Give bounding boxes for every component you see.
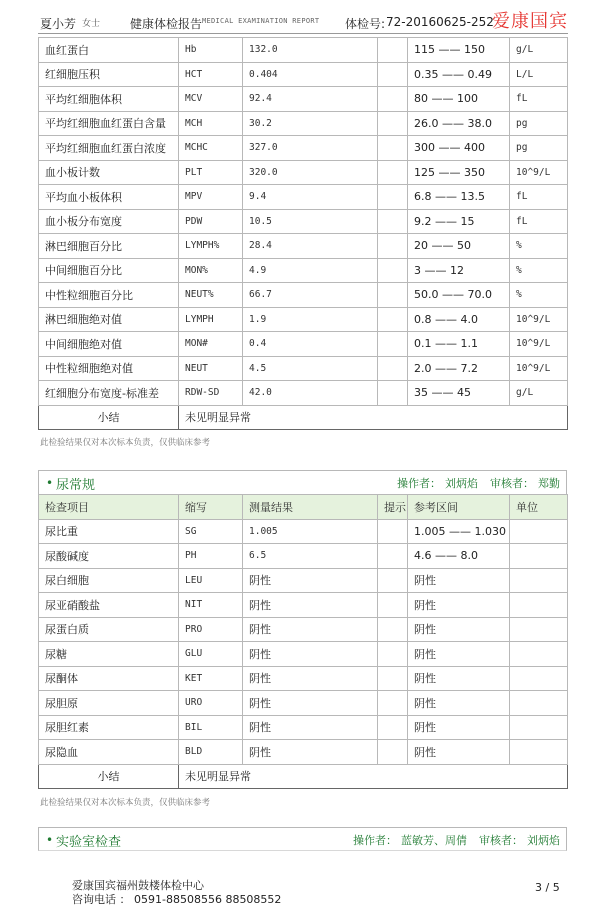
cell-item: 平均血小板体积 [39, 185, 179, 210]
reviewer-label: 审核者： [479, 834, 523, 847]
disclaimer-note: 此检验结果仅对本次标本负责，仅供临床参考 [40, 798, 211, 808]
cell-unit: % [510, 258, 568, 283]
disclaimer-note: 此检验结果仅对本次标本负责，仅供临床参考 [40, 438, 211, 448]
cell-abbr: GLU [179, 642, 243, 667]
cell-unit: pg [510, 136, 568, 161]
cell-ref: 阴性 [408, 666, 510, 691]
cell-result: 4.5 [243, 356, 378, 381]
cell-item: 血小板计数 [39, 160, 179, 185]
table-row [39, 234, 568, 259]
cell-result: 132.0 [243, 38, 378, 63]
reviewer-name: 刘炳焰 [527, 834, 560, 847]
cell-item: 中性粒细胞百分比 [39, 283, 179, 308]
cell-ref: 20 —— 50 [408, 234, 510, 259]
cell-flag [378, 160, 408, 185]
cell-unit: fL [510, 185, 568, 210]
table-row [39, 136, 568, 161]
table-row [39, 568, 568, 593]
cell-unit [510, 568, 568, 593]
cell-item: 红细胞分布宽度-标准差 [39, 381, 179, 406]
brand-logo: 爱康国宾 [492, 11, 568, 32]
urine-results-table [38, 494, 568, 789]
col-result: 测量结果 [243, 495, 378, 520]
cell-result: 9.4 [243, 185, 378, 210]
cell-abbr: SG [179, 519, 243, 544]
cell-unit [510, 593, 568, 618]
cell-unit [510, 544, 568, 569]
cell-ref: 2.0 —— 7.2 [408, 356, 510, 381]
table-row [39, 691, 568, 716]
col-item: 检查项目 [39, 495, 179, 520]
cell-ref: 阴性 [408, 642, 510, 667]
cell-unit: % [510, 234, 568, 259]
cell-ref: 6.8 —— 13.5 [408, 185, 510, 210]
cell-unit: L/L [510, 62, 568, 87]
blood-results-table [38, 37, 568, 430]
cell-flag [378, 209, 408, 234]
table-row [39, 740, 568, 765]
table-row [39, 62, 568, 87]
cell-item: 尿蛋白质 [39, 617, 179, 642]
cell-result: 327.0 [243, 136, 378, 161]
cell-item: 血红蛋白 [39, 38, 179, 63]
cell-abbr: KET [179, 666, 243, 691]
cell-result: 10.5 [243, 209, 378, 234]
operator-label: 操作者： [397, 477, 441, 490]
cell-abbr: URO [179, 691, 243, 716]
cell-item: 尿酮体 [39, 666, 179, 691]
summary-text: 未见明显异常 [179, 764, 568, 788]
cell-ref: 0.8 —— 4.0 [408, 307, 510, 332]
cell-ref: 9.2 —— 15 [408, 209, 510, 234]
report-title: 健康体检报告 [130, 17, 203, 31]
lab-staff [349, 832, 560, 848]
urine-staff [393, 475, 560, 491]
urine-section-header [38, 470, 567, 494]
cell-flag [378, 642, 408, 667]
cell-abbr: PDW [179, 209, 243, 234]
cell-abbr: LYMPH [179, 307, 243, 332]
cell-flag [378, 38, 408, 63]
cell-abbr: NEUT [179, 356, 243, 381]
lab-section-header [38, 827, 567, 851]
cell-item: 尿隐血 [39, 740, 179, 765]
cell-unit [510, 691, 568, 716]
operator-name: 刘炳焰 [445, 477, 478, 490]
cell-unit [510, 617, 568, 642]
table-row [39, 356, 568, 381]
table-row [39, 642, 568, 667]
cell-ref: 1.005 —— 1.030 [408, 519, 510, 544]
exam-number: 72-20160625-252 [386, 15, 494, 29]
cell-abbr: HCT [179, 62, 243, 87]
header-divider [38, 33, 568, 34]
cell-result: 4.9 [243, 258, 378, 283]
cell-ref: 35 —— 45 [408, 381, 510, 406]
cell-unit [510, 666, 568, 691]
cell-abbr: Hb [179, 38, 243, 63]
urine-table-header [39, 495, 568, 520]
cell-item: 尿酸碱度 [39, 544, 179, 569]
table-row [39, 519, 568, 544]
cell-ref: 4.6 —— 8.0 [408, 544, 510, 569]
cell-abbr: MCHC [179, 136, 243, 161]
cell-item: 淋巴细胞百分比 [39, 234, 179, 259]
cell-abbr: PH [179, 544, 243, 569]
cell-result: 0.404 [243, 62, 378, 87]
cell-result: 28.4 [243, 234, 378, 259]
cell-unit: 10^9/L [510, 307, 568, 332]
cell-item: 尿亚硝酸盐 [39, 593, 179, 618]
table-row [39, 593, 568, 618]
cell-abbr: RDW-SD [179, 381, 243, 406]
cell-flag [378, 111, 408, 136]
cell-flag [378, 62, 408, 87]
cell-ref: 80 —— 100 [408, 87, 510, 112]
urine-summary-row [39, 764, 568, 788]
cell-item: 尿比重 [39, 519, 179, 544]
cell-abbr: PLT [179, 160, 243, 185]
footer-phone: 咨询电话 ： 0591-88508556 88508552 [72, 893, 282, 906]
cell-result: 阴性 [243, 691, 378, 716]
cell-flag [378, 381, 408, 406]
table-row [39, 381, 568, 406]
cell-flag [378, 740, 408, 765]
patient-gender: 女士 [82, 19, 101, 29]
reviewer-label: 审核者： [490, 477, 534, 490]
cell-result: 阴性 [243, 642, 378, 667]
cell-unit: 10^9/L [510, 356, 568, 381]
col-ref: 参考区间 [408, 495, 510, 520]
cell-unit: 10^9/L [510, 332, 568, 357]
cell-flag [378, 356, 408, 381]
cell-unit: fL [510, 87, 568, 112]
cell-ref: 26.0 —— 38.0 [408, 111, 510, 136]
cell-unit: fL [510, 209, 568, 234]
cell-flag [378, 715, 408, 740]
urine-section-title: 尿常规 [56, 478, 96, 493]
table-row [39, 258, 568, 283]
cell-flag [378, 593, 408, 618]
cell-result: 66.7 [243, 283, 378, 308]
cell-result: 6.5 [243, 544, 378, 569]
cell-unit [510, 519, 568, 544]
table-row [39, 666, 568, 691]
cell-unit [510, 642, 568, 667]
cell-flag [378, 544, 408, 569]
cell-item: 中间细胞绝对值 [39, 332, 179, 357]
table-row [39, 185, 568, 210]
cell-flag [378, 519, 408, 544]
cell-abbr: LYMPH% [179, 234, 243, 259]
cell-ref: 125 —— 350 [408, 160, 510, 185]
cell-abbr: LEU [179, 568, 243, 593]
cell-flag [378, 617, 408, 642]
col-abbr: 缩写 [179, 495, 243, 520]
cell-ref: 阴性 [408, 568, 510, 593]
cell-ref: 3 —— 12 [408, 258, 510, 283]
cell-item: 淋巴细胞绝对值 [39, 307, 179, 332]
summary-label: 小结 [39, 764, 179, 788]
cell-flag [378, 691, 408, 716]
cell-ref: 50.0 —— 70.0 [408, 283, 510, 308]
table-row [39, 87, 568, 112]
cell-result: 阴性 [243, 617, 378, 642]
cell-result: 1.005 [243, 519, 378, 544]
cell-result: 320.0 [243, 160, 378, 185]
footer-center-name: 爱康国宾福州鼓楼体检中心 [72, 879, 204, 892]
patient-name: 夏小芳 [40, 17, 77, 31]
cell-ref: 阴性 [408, 617, 510, 642]
cell-unit: g/L [510, 38, 568, 63]
summary-label: 小结 [39, 405, 179, 429]
cell-unit: % [510, 283, 568, 308]
cell-abbr: MPV [179, 185, 243, 210]
col-flag: 提示 [378, 495, 408, 520]
cell-unit: g/L [510, 381, 568, 406]
blood-summary-row [39, 405, 568, 429]
cell-abbr: NEUT% [179, 283, 243, 308]
table-row [39, 332, 568, 357]
cell-result: 0.4 [243, 332, 378, 357]
cell-result: 42.0 [243, 381, 378, 406]
table-row [39, 617, 568, 642]
cell-flag [378, 258, 408, 283]
reviewer-name: 郑勤 [538, 477, 560, 490]
cell-ref: 阴性 [408, 593, 510, 618]
cell-result: 阴性 [243, 593, 378, 618]
report-title-en: MEDICAL EXAMINATION REPORT [202, 17, 320, 25]
cell-item: 尿糖 [39, 642, 179, 667]
table-row [39, 715, 568, 740]
bullet-icon: • [46, 833, 54, 847]
cell-item: 平均红细胞血红蛋白含量 [39, 111, 179, 136]
cell-abbr: BLD [179, 740, 243, 765]
cell-abbr: MON# [179, 332, 243, 357]
cell-ref: 115 —— 150 [408, 38, 510, 63]
table-row [39, 544, 568, 569]
cell-item: 红细胞压积 [39, 62, 179, 87]
cell-ref: 阴性 [408, 691, 510, 716]
cell-flag [378, 332, 408, 357]
table-row [39, 209, 568, 234]
summary-text: 未见明显异常 [179, 405, 568, 429]
cell-unit: 10^9/L [510, 160, 568, 185]
cell-abbr: NIT [179, 593, 243, 618]
table-row [39, 307, 568, 332]
cell-ref: 阴性 [408, 740, 510, 765]
cell-flag [378, 234, 408, 259]
cell-result: 92.4 [243, 87, 378, 112]
cell-flag [378, 666, 408, 691]
cell-flag [378, 283, 408, 308]
cell-result: 阴性 [243, 740, 378, 765]
bullet-icon: • [46, 476, 54, 490]
cell-item: 尿白细胞 [39, 568, 179, 593]
cell-flag [378, 307, 408, 332]
cell-abbr: MCH [179, 111, 243, 136]
table-row [39, 283, 568, 308]
col-unit: 单位 [510, 495, 568, 520]
operator-name: 蓝敏芳、周倩 [401, 834, 467, 847]
table-row [39, 38, 568, 63]
cell-item: 中性粒细胞绝对值 [39, 356, 179, 381]
cell-flag [378, 87, 408, 112]
cell-item: 尿胆红素 [39, 715, 179, 740]
cell-ref: 阴性 [408, 715, 510, 740]
operator-label: 操作者： [353, 834, 397, 847]
cell-abbr: BIL [179, 715, 243, 740]
cell-result: 1.9 [243, 307, 378, 332]
cell-abbr: MON% [179, 258, 243, 283]
cell-ref: 0.35 —— 0.49 [408, 62, 510, 87]
cell-unit: pg [510, 111, 568, 136]
lab-section-title: 实验室检查 [56, 835, 122, 850]
cell-flag [378, 185, 408, 210]
cell-flag [378, 136, 408, 161]
cell-item: 平均红细胞体积 [39, 87, 179, 112]
cell-item: 平均红细胞血红蛋白浓度 [39, 136, 179, 161]
cell-result: 阴性 [243, 715, 378, 740]
cell-result: 30.2 [243, 111, 378, 136]
cell-unit [510, 715, 568, 740]
cell-item: 血小板分布宽度 [39, 209, 179, 234]
cell-ref: 300 —— 400 [408, 136, 510, 161]
cell-ref: 0.1 —— 1.1 [408, 332, 510, 357]
report-header [0, 0, 609, 36]
table-row [39, 111, 568, 136]
cell-item: 尿胆原 [39, 691, 179, 716]
cell-unit [510, 740, 568, 765]
cell-abbr: MCV [179, 87, 243, 112]
cell-result: 阴性 [243, 666, 378, 691]
cell-item: 中间细胞百分比 [39, 258, 179, 283]
cell-abbr: PRO [179, 617, 243, 642]
table-row [39, 160, 568, 185]
exam-number-label: 体检号: [345, 17, 386, 31]
page-number: 3 / 5 [535, 881, 560, 894]
cell-result: 阴性 [243, 568, 378, 593]
cell-flag [378, 568, 408, 593]
